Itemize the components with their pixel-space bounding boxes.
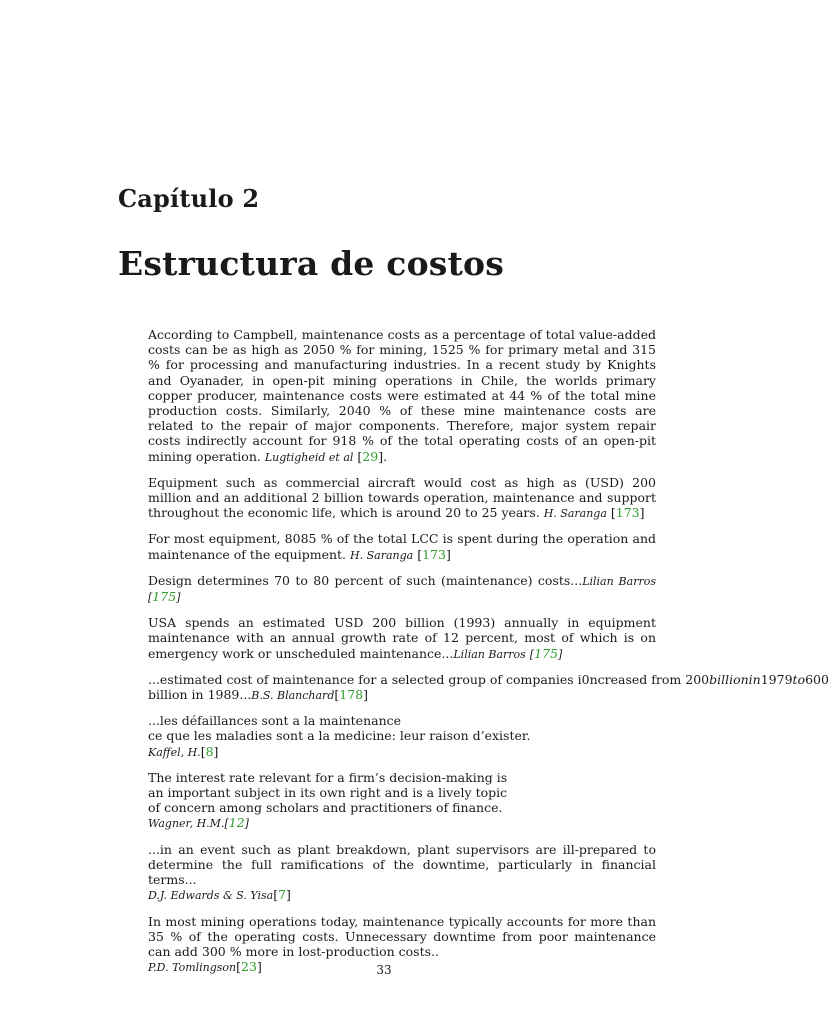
quote-author: H. Saranga xyxy=(350,548,414,562)
quote-author: Lilian Barros xyxy=(453,647,526,661)
quote-author: D.J. Edwards & S. Yisa xyxy=(148,889,274,903)
quote-line: ...les défaillances sont a la maintenance xyxy=(148,713,402,729)
citation-link[interactable]: 8 xyxy=(205,743,214,759)
quote-text: Design determines 70 to 80 percent of such (maintenance) costs... xyxy=(148,572,583,588)
quote-trail: . xyxy=(383,448,388,464)
quote-text: ...in an event such as plant breakdown, plant supervisors are ill-prepared to determine the full ramifications of the downtime, particularly in financial terms... xyxy=(148,841,656,888)
quote-author: Wagner, H.M. xyxy=(148,817,225,831)
quote-text: Equipment such as commercial aircraft would cost as high as (USD) 200 million and an additional 2 billion towards operation, maintenance and support throughout the economic life, which is around 20 to 25 years. xyxy=(148,474,656,521)
quote-author: Lugtigheid et al xyxy=(264,450,354,464)
quote-paragraph: ...estimated cost of maintenance for a selected group of companies i0ncreased from 200billionin1979to600 billion in 1989...B.S. Blanchard[178] xyxy=(148,671,829,703)
quote-paragraph: In most mining operations today, maintenance typically accounts for more than 35 % of the operating costs. Unnecessary downtime from poor maintenance can add 300 % more in lost-production costs.. P.D. Tomlingson[23] xyxy=(148,913,656,975)
page-number: 33 xyxy=(376,963,392,977)
quote-author: H. Saranga xyxy=(543,507,607,521)
quote-line: of concern among scholars and practitioners of finance. xyxy=(148,800,503,816)
chapter-title: Estructura de costos xyxy=(118,244,505,283)
quote-paragraph: For most equipment, 8085 % of the total LCC is spent during the operation and maintenance of the equipment. H. Saranga [173] xyxy=(148,531,656,562)
quote-paragraph: Equipment such as commercial aircraft would cost as high as (USD) 200 million and an additional 2 billion towards operation, maintenance and support throughout the economic life, which is around 20 to 25 years. H. Saranga [173] xyxy=(148,474,656,521)
quote-paragraph: ...les défaillances sont a la maintenance ce que les maladies sont a la medicine: leur raison d’exister. Kaffel, H.[8] xyxy=(148,713,656,760)
citation-link[interactable]: 178 xyxy=(339,687,364,703)
quote-text: According to Campbell, maintenance costs as a percentage of total value-added costs can be as high as 2050 % for mining, 1525 % for primary metal and 315 % for processing and manufacturing industries. In a recent study by Knights and Oyanader, in open-pit mining operations in Chile, the worlds primary copper producer, maintenance costs were estimated at 44 % of the total mine production costs. Similarly, 2040 % of these mine maintenance costs are related to the repair of major components. Therefore, major system repair costs indirectly account for 918 % of the total operating costs of an open-pit mining operation. xyxy=(148,327,656,464)
quote-line: ce que les maladies sont a la medicine: leur raison d’exister. xyxy=(148,728,531,744)
quote-author: Lilian Barros xyxy=(582,574,656,588)
quote-text: In most mining operations today, maintenance typically accounts for more than 35 % of the operating costs. Unnecessary downtime from poor maintenance can add 300 % more in lost-production costs.. xyxy=(148,913,656,959)
quote-author: Kaffel, H. xyxy=(148,745,201,759)
quote-line: an important subject in its own right and is a lively topic xyxy=(148,785,508,801)
citation-link[interactable]: 7 xyxy=(278,887,287,903)
citation-link[interactable]: 175 xyxy=(534,645,558,661)
epigraph-quotes xyxy=(148,327,829,985)
quote-line: ...estimated cost of maintenance for a selected group of companies i0ncreased from 200billionin1979to600 xyxy=(148,671,829,687)
quote-paragraph: Design determines 70 to 80 percent of such (maintenance) costs...Lilian Barros [175] xyxy=(148,572,656,605)
quote-text: USA spends an estimated USD 200 billion (1993) annually in equipment maintenance with an annual growth rate of 12 percent, most of which is on emergency work or unscheduled maintenance... xyxy=(148,615,656,661)
citation-link[interactable]: 12 xyxy=(228,815,245,831)
citation-link[interactable]: 173 xyxy=(422,546,446,562)
quote-text: billion in 1989... xyxy=(148,687,252,703)
citation-link[interactable]: 173 xyxy=(615,505,640,521)
quote-author: P.D. Tomlingson xyxy=(148,961,237,975)
chapter-label: Capítulo 2 xyxy=(118,184,260,213)
quote-author: B.S. Blanchard xyxy=(251,689,335,703)
quote-paragraph: According to Campbell, maintenance costs as a percentage of total value-added costs can be as high as 2050 % for mining, 1525 % for primary metal and 315 % for processing and manufacturing industries. In a recent study by Knights and Oyanader, in open-pit mining operations in Chile, the worlds primary copper producer, maintenance costs were estimated at 44 % of the total mine production costs. Similarly, 2040 % of these mine maintenance costs are related to the repair of major components. Therefore, major system repair costs indirectly account for 918 % of the total operating costs of an open-pit mining operation. Lugtigheid et al [29]. xyxy=(148,327,656,464)
citation-link[interactable]: 29 xyxy=(362,448,379,464)
quote-paragraph: The interest rate relevant for a firm’s decision-making is an important subject in its own right and is a lively topic of concern among scholars and practitioners of finance. Wagner, H.M.[12] xyxy=(148,770,656,832)
quote-line: The interest rate relevant for a firm’s decision-making is xyxy=(148,769,508,785)
quote-text: For most equipment, 8085 % of the total LCC is spent during the operation and maintenance of the equipment. xyxy=(148,531,656,562)
citation-link[interactable]: 23 xyxy=(241,959,257,975)
quote-paragraph: USA spends an estimated USD 200 billion (1993) annually in equipment maintenance with an annual growth rate of 12 percent, most of which is on emergency work or unscheduled maintenance...Lilian Barros [175] xyxy=(148,615,656,661)
quote-paragraph: ...in an event such as plant breakdown, plant supervisors are ill-prepared to determine the full ramifications of the downtime, particularly in financial terms... D.J. Edwards & S. Yisa[7] xyxy=(148,841,656,903)
citation-link[interactable]: 175 xyxy=(152,589,177,605)
